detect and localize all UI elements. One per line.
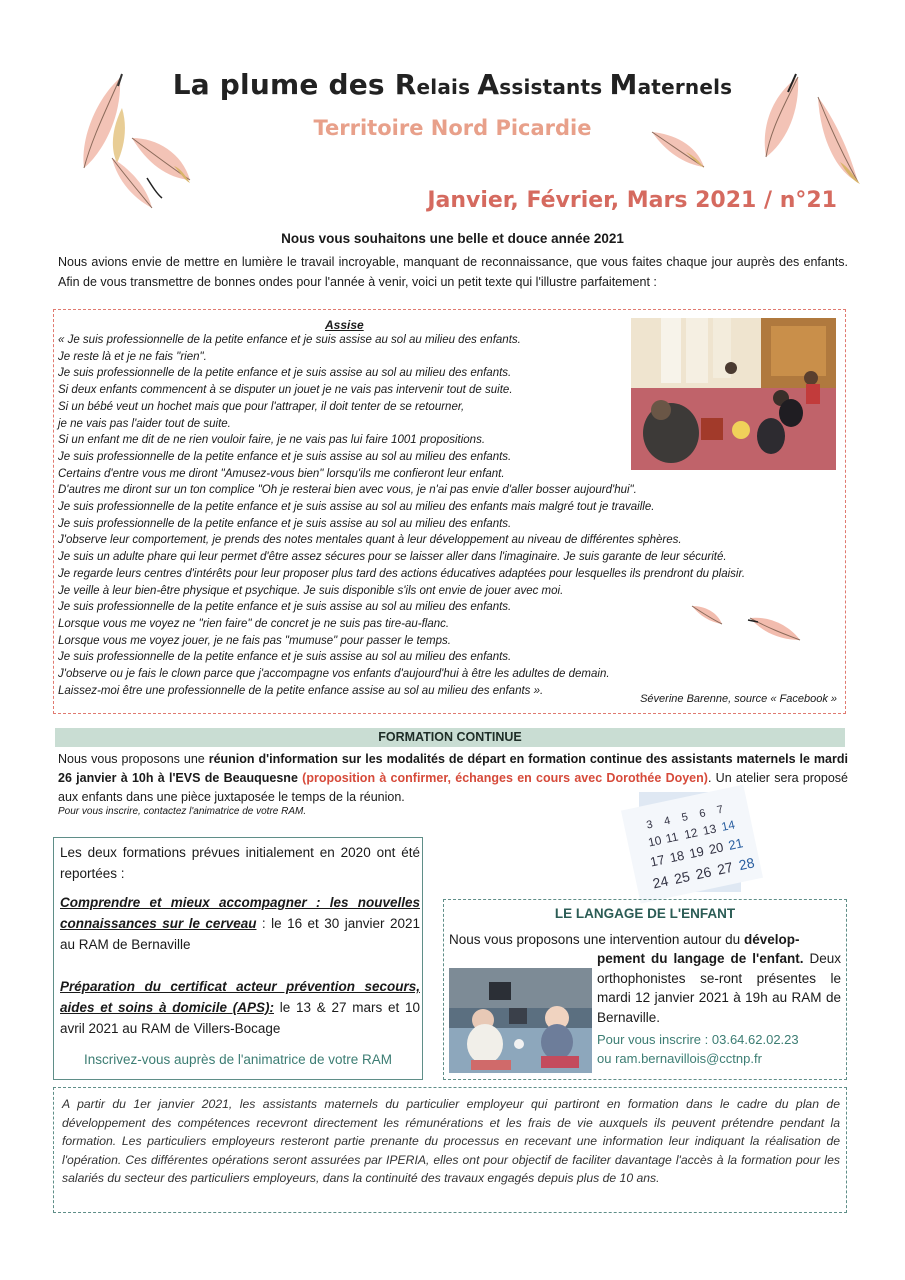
classroom-photo <box>631 318 836 470</box>
newsletter-subtitle: Territoire Nord Picardie <box>313 116 592 140</box>
poem-line: Je suis professionnelle de la petite enfance et je suis assise au sol au milieu des enfants mais malgré tout je travaille. <box>58 501 655 514</box>
poem-line: Je suis professionnelle de la petite enfance et je suis assise au sol au milieu des enfants. <box>58 517 512 530</box>
calendar-number: 6 <box>698 807 707 821</box>
poem-line: Laissez-moi être une professionnelle de la petite enfance assise au sol au milieu des enfants ». <box>58 684 544 697</box>
calendar-number: 3 <box>645 818 654 832</box>
calendar-image <box>639 792 756 892</box>
calendar-number: 18 <box>668 847 686 866</box>
poem-line: Je suis professionnelle de la petite enfance et je suis assise au sol au milieu des enfants. <box>58 651 512 664</box>
langage-title: LE LANGAGE DE L'ENFANT <box>554 906 736 921</box>
phone-line: Pour vous inscrire : 03.64.62.02.23 <box>597 1032 799 1047</box>
poem-line: Je suis professionnelle de la petite enfance et je suis assise au sol au milieu des enfants. <box>58 450 512 463</box>
calendar-number: 26 <box>694 863 713 883</box>
formation-continue-banner: FORMATION CONTINUE <box>55 728 845 747</box>
newsletter-title: La plume des Relais Assistants Maternels <box>172 68 733 101</box>
poem-line: je ne vais pas l'aider tout de suite. <box>58 417 231 430</box>
calendar-number: 21 <box>727 835 745 853</box>
calendar-number: 20 <box>707 839 725 858</box>
intro-paragraph: Nous avions envie de mettre en lumière le travail incroyable, manquant de reconnaissance, que vous faites chaque jour auprès des enfants. Afin de vous transmettre de bonnes ondes pour l'année à venir, voici un petit texte qui l'illustre parfaitement : <box>58 255 848 289</box>
poem-line: Si un enfant me dit de ne rien vouloir faire, je ne vais pas lui faire 1001 propositions. <box>58 434 486 447</box>
poem-line: « Je suis professionnelle de la petite enfance et je suis assise au sol au milieu des enfants. <box>58 334 521 346</box>
langage-text: pement du langage de l'enfant. Deux orthophonistes se-ront présentes le mardi 12 janvier 2021 à 19h au RAM de Bernaville. <box>597 951 841 1025</box>
postponed-trainings-text <box>60 842 420 1039</box>
calendar-number: 25 <box>672 867 692 887</box>
employer-info-text: A partir du 1er janvier 2021, les assistants maternels du particulier employeur qui partiront en formation dans le cadre du plan de développement des compétences recevront directement les rémunérations et les frais de vie auxquels ils peuvent prétendre pendant la formation. Les particuliers employeurs resteront partie prenante du processus en recevant une information leur indiquant la réalisation de l'opération. Ces différentes opérations seront assurées par IPERIA, elles ont pour objectif de faciliter davantage l'accès à la formation pour les salariés du secteur des particuliers employeurs, dans la continuité des travaux engagés depuis plus de 10 ans. <box>62 1097 840 1185</box>
poem-line: Si un bébé veut un hochet mais que pour l'attraper, il doit tenter de se retourner, <box>58 400 465 413</box>
poem-line: Certains d'entre vous me diront "Amusez-vous bien" lorsqu'ils me confieront leur enfant. <box>58 467 505 480</box>
poem-title: Assise <box>325 318 364 332</box>
calendar-number: 17 <box>648 851 667 870</box>
email-line[interactable]: ou ram.bernavillois@cctnp.fr <box>597 1051 762 1066</box>
calendar-number: 12 <box>682 825 699 842</box>
calendar-number: 14 <box>720 817 737 834</box>
training-1: Comprendre et mieux accompagner : les nouvelles connaissances sur le cerveau : le 16 et 30 janvier 2021 au RAM de Bernaville <box>60 895 420 952</box>
issue-date: Janvier, Février, Mars 2021 / n°21 <box>427 188 837 213</box>
calendar-number: 10 <box>646 833 663 850</box>
poem-line: Je veille à leur bien-être physique et psychique. Je suis disponible s'ils ont envie de jouer avec moi. <box>58 584 564 597</box>
calendar-number: 28 <box>737 854 756 874</box>
postponed-intro: Les deux formations prévues initialement en 2020 ont été reportées : <box>60 845 420 881</box>
calendar-number: 19 <box>687 843 706 862</box>
poem-line: Je reste là et je ne fais "rien". <box>58 350 207 363</box>
calendar-number: 27 <box>715 858 735 878</box>
formation-note: Pour vous inscrire, contactez l'animatrice de votre RAM. <box>58 806 307 817</box>
register-note: Inscrivez-vous auprès de l'animatrice de votre RAM <box>84 1052 392 1067</box>
poem-line: Lorsque vous me voyez ne "rien faire" de concret je ne suis pas tire-au-flanc. <box>58 617 450 630</box>
poem-line: J'observe ou je fais le clown parce que j'accompagne vos enfants d'aujourd'hui à être les adultes de demain. <box>58 668 610 681</box>
calendar-number: 7 <box>715 803 725 817</box>
langage-contact <box>597 1030 847 1068</box>
poem-line: Si deux enfants commencent à se disputer un jouet je ne vais pas intervenir tout de suite. <box>58 384 513 397</box>
poem-line: Lorsque vous me voyez jouer, je ne fais pas "mumuse" pour passer le temps. <box>58 634 451 647</box>
poem-line: Je suis un adulte phare qui leur permet d'être assez sécures pour se laisser aller dans l'imaginaire. Je suis garante de leur sécurité. <box>58 551 727 564</box>
calendar-number: 5 <box>680 811 690 825</box>
new-year-wish: Nous vous souhaitons une belle et douce année 2021 <box>281 231 624 246</box>
formation-paragraph: Nous vous proposons une réunion d'information sur les modalités de départ en formation continue des assistants maternels le mardi 26 janvier à 10h à l'EVS de Beauquesne (proposition à confirmer, échanges en cours avec Dorothée Doyen). Un atelier sera proposé aux enfants dans une pièce juxtaposée le temps de la réunion. <box>58 752 848 804</box>
poem-line: J'observe leur comportement, je prends des notes mentales quant à leur développement au niveau de différentes sphères. <box>58 534 682 547</box>
training-2: Préparation du certificat acteur prévention secours, aides et soins à domicile (APS): le 13 & 27 mars et 10 avril 2021 au RAM de Villers-Bocage <box>60 979 420 1036</box>
poem-line: D'autres me diront sur un ton complice "Oh je resterai bien avec vous, je n'ai pas envie d'aller bosser aujourd'hui". <box>58 484 637 497</box>
poem-line: Je suis professionnelle de la petite enfance et je suis assise au sol au milieu des enfants. <box>58 601 512 614</box>
poem-line: Je suis professionnelle de la petite enfance et je suis assise au sol au milieu des enfants. <box>58 367 512 380</box>
calendar-number: 11 <box>664 829 680 846</box>
langage-text-top: Nous vous proposons une intervention autour du dévelop- <box>449 932 800 947</box>
poem-author: Séverine Barenne, source « Facebook » <box>640 693 837 705</box>
calendar-number: 13 <box>701 821 718 838</box>
calendar-number: 4 <box>663 814 672 828</box>
poem-line: Je regarde leurs centres d'intérêts pour leur proposer plus tard des actions éducatives adaptées pour lesquelles ils prendront du plaisir. <box>58 567 746 580</box>
children-photo <box>449 968 592 1073</box>
calendar-number: 24 <box>651 872 670 892</box>
